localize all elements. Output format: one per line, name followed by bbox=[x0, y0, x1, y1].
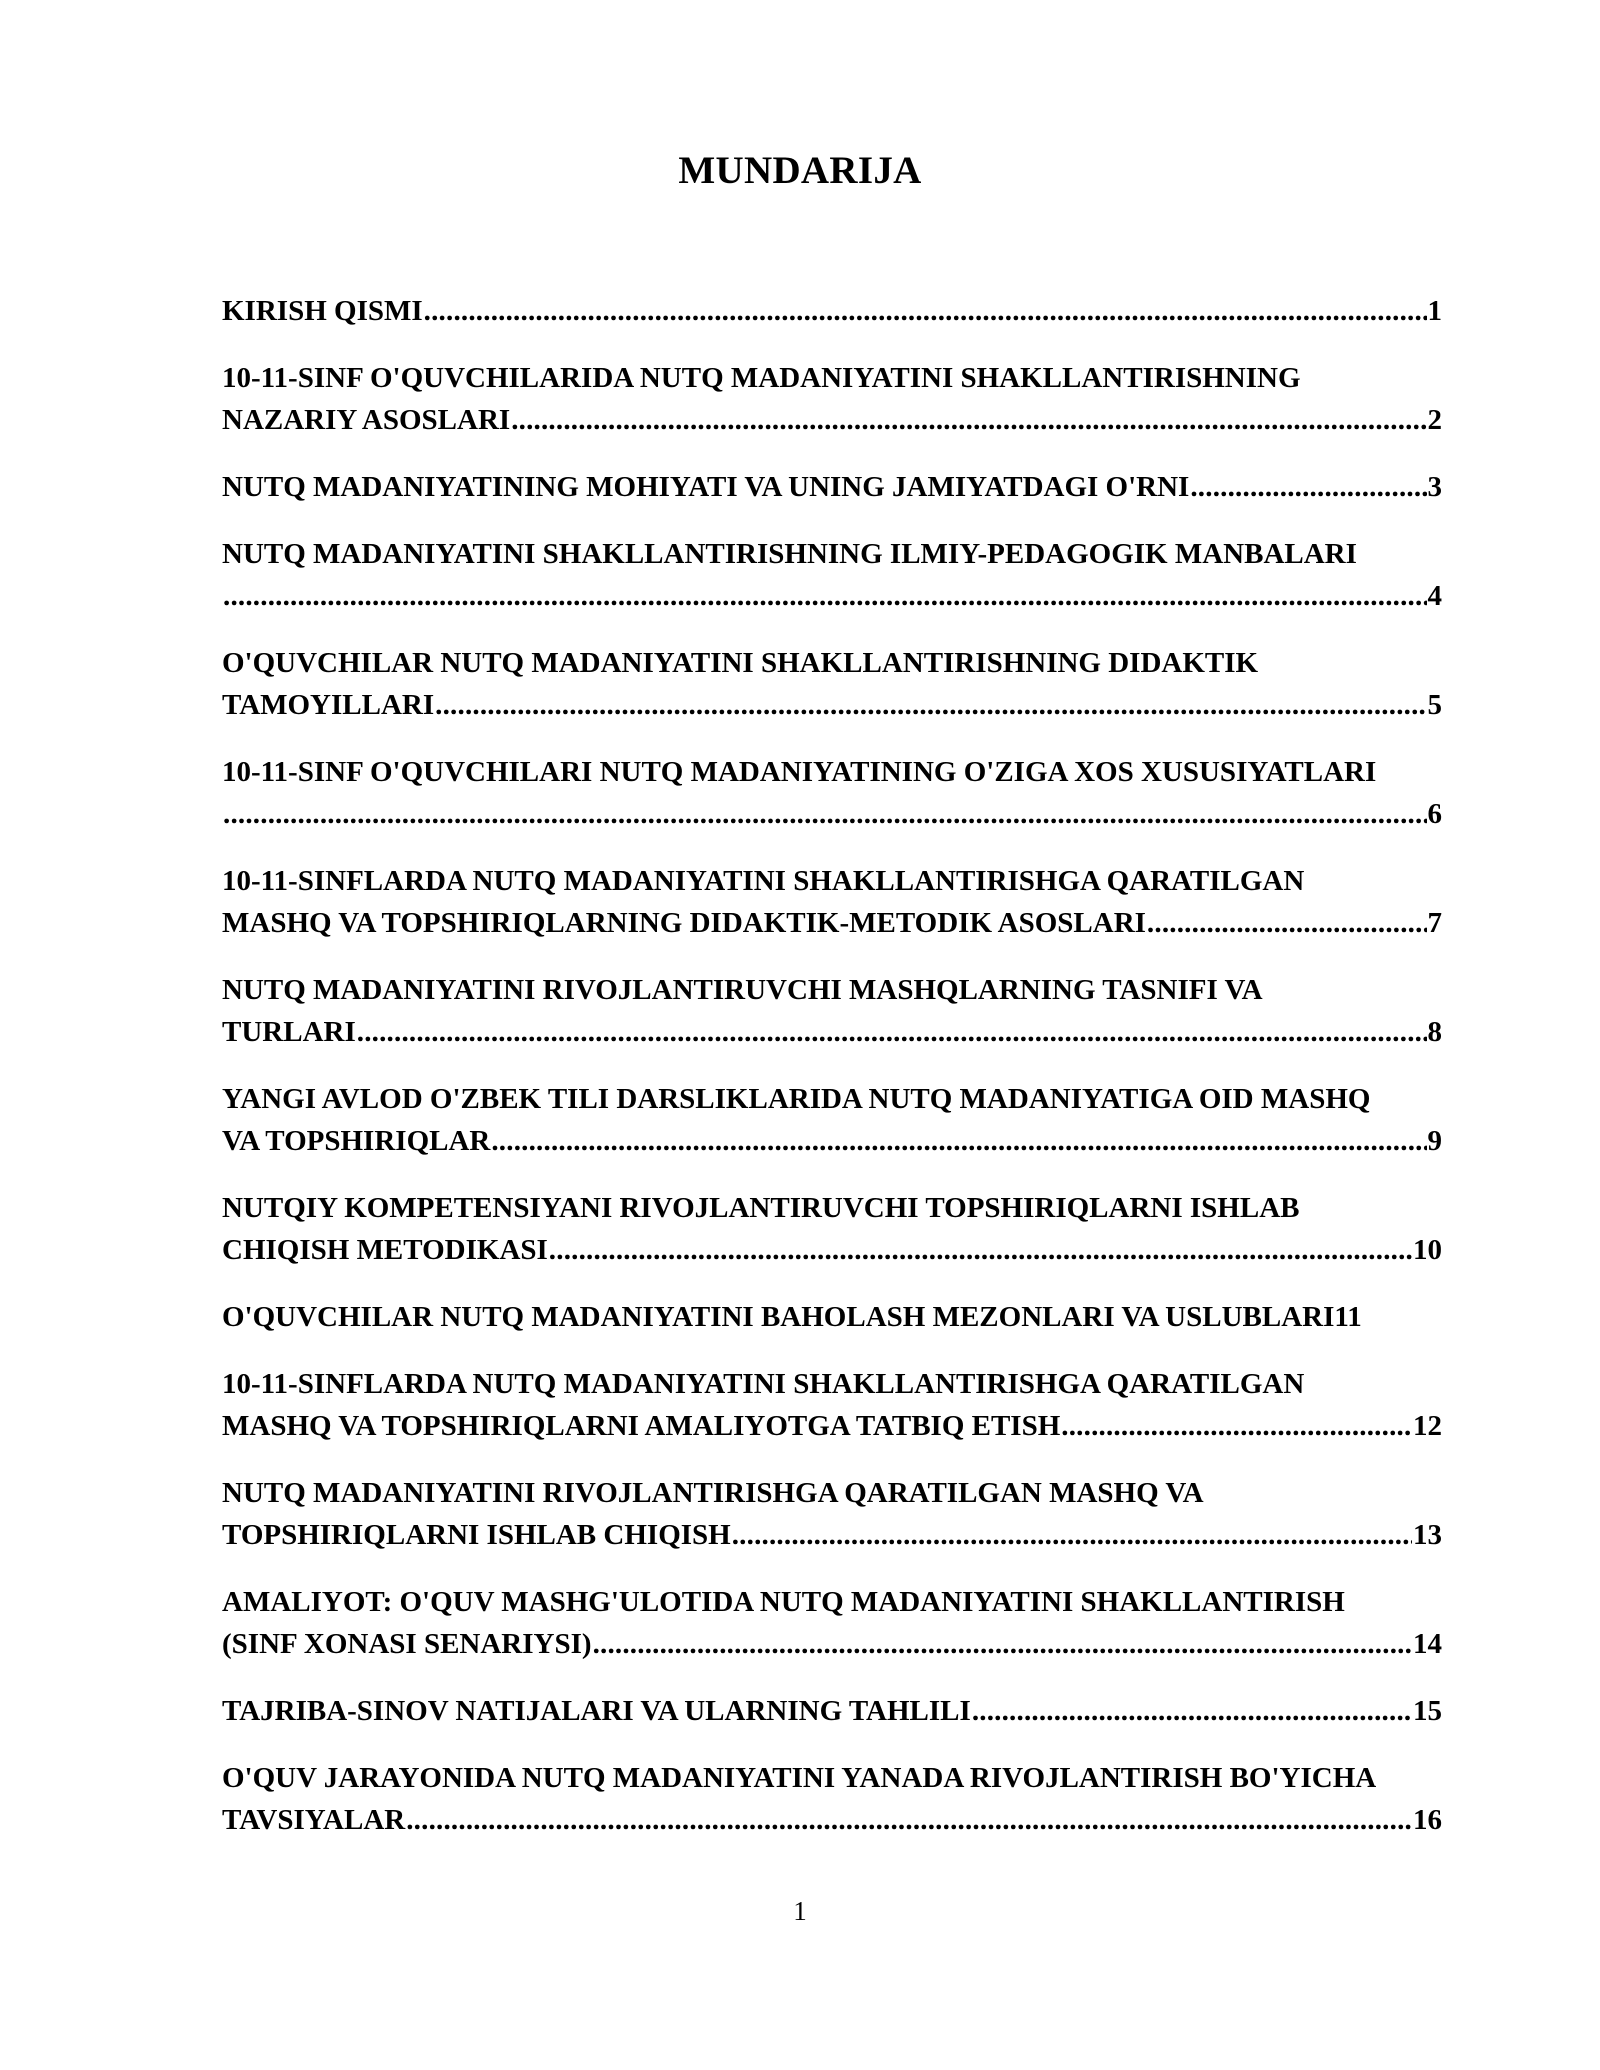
toc-entry-title-line2: TURLARI bbox=[222, 1016, 356, 1048]
toc-entry-title-line2: TAMOYILLARI bbox=[222, 689, 435, 721]
toc-page-number: 14 bbox=[1413, 1628, 1442, 1660]
toc-entry-title-line2: CHIQISH METODIKASI bbox=[222, 1234, 548, 1266]
toc-entry-amaliyotga-tatbiq[interactable] bbox=[222, 1363, 1442, 1447]
toc-entry-title-line1: 10-11-SINF O'QUVCHILARI NUTQ MADANIYATINING O'ZIGA XOS XUSUSIYATLARI bbox=[222, 756, 1377, 788]
toc-page-number: 7 bbox=[1427, 907, 1442, 939]
toc-entry-ishlab-chiqish[interactable] bbox=[222, 1472, 1442, 1556]
dot-leader bbox=[223, 793, 1427, 835]
toc-entry-baholash-mezonlari[interactable] bbox=[222, 1296, 1442, 1338]
toc-entry-title-line1: 10-11-SINFLARDA NUTQ MADANIYATINI SHAKLLANTIRISHGA QARATILGAN bbox=[222, 1368, 1305, 1400]
toc-page-number: 4 bbox=[1427, 580, 1442, 612]
toc-entry-title-line2: VA TOPSHIRIQLAR bbox=[222, 1125, 491, 1157]
toc-entry-nazariy-asoslari[interactable] bbox=[222, 357, 1442, 441]
toc-entry-title: KIRISH QISMI bbox=[222, 295, 423, 327]
toc-entry-title-line1: YANGI AVLOD O'ZBEK TILI DARSLIKLARIDA NUTQ MADANIYATIGA OID MASHQ bbox=[222, 1083, 1371, 1115]
toc-page-number: 5 bbox=[1427, 689, 1442, 721]
toc-entry-title-line2: MASHQ VA TOPSHIRIQLARNI AMALIYOTGA TATBIQ ETISH bbox=[222, 1410, 1061, 1442]
toc-page-number: 6 bbox=[1427, 798, 1442, 830]
table-of-contents bbox=[222, 290, 1442, 1866]
toc-entry-title: NUTQ MADANIYATINING MOHIYATI VA UNING JAMIYATDAGI O'RNI bbox=[222, 471, 1190, 503]
toc-entry-title-line1: O'QUV JARAYONIDA NUTQ MADANIYATINI YANADA RIVOJLANTIRISH BO'YICHA bbox=[222, 1762, 1377, 1794]
toc-entry-title-line1: O'QUVCHILAR NUTQ MADANIYATINI SHAKLLANTIRISHNING DIDAKTIK bbox=[222, 647, 1259, 679]
toc-entry-title-line2: (SINF XONASI SENARIYSI) bbox=[222, 1628, 592, 1660]
toc-page-number: 1 bbox=[1427, 295, 1442, 327]
dot-leader bbox=[223, 575, 1427, 617]
toc-entry-title-line2: NAZARIY ASOSLARI bbox=[222, 404, 511, 436]
toc-entry-oziga-xos-xususiyatlari[interactable] bbox=[222, 751, 1442, 835]
dot-leader bbox=[1147, 902, 1427, 944]
toc-entry-yangi-avlod-darsliklari[interactable] bbox=[222, 1078, 1442, 1162]
dot-leader bbox=[1190, 466, 1426, 508]
toc-entry-tajriba-sinov[interactable] bbox=[222, 1690, 1442, 1732]
toc-entry-title: O'QUVCHILAR NUTQ MADANIYATINI BAHOLASH MEZONLARI VA USLUBLARI11 bbox=[222, 1301, 1362, 1333]
toc-page-number: 8 bbox=[1427, 1016, 1442, 1048]
dot-leader bbox=[424, 290, 1427, 332]
toc-entry-title-line1: NUTQ MADANIYATINI SHAKLLANTIRISHNING ILMIY-PEDAGOGIK MANBALARI bbox=[222, 538, 1357, 570]
dot-leader bbox=[511, 399, 1426, 441]
toc-entry-tasnifi-va-turlari[interactable] bbox=[222, 969, 1442, 1053]
dot-leader bbox=[1061, 1405, 1412, 1447]
toc-entry-nutqiy-kompetensiya[interactable] bbox=[222, 1187, 1442, 1271]
toc-entry-title-line2: TAVSIYALAR bbox=[222, 1804, 406, 1836]
toc-entry-nutq-madaniyatining-mohiyati[interactable] bbox=[222, 466, 1442, 508]
toc-page-number: 12 bbox=[1413, 1410, 1442, 1442]
page-title: MUNDARIJA bbox=[678, 149, 922, 192]
dot-leader bbox=[491, 1120, 1426, 1162]
dot-leader bbox=[435, 684, 1426, 726]
toc-entry-title-line1: NUTQ MADANIYATINI RIVOJLANTIRUVCHI MASHQLARNING TASNIFI VA bbox=[222, 974, 1263, 1006]
toc-entry-title-line1: 10-11-SINFLARDA NUTQ MADANIYATINI SHAKLLANTIRISHGA QARATILGAN bbox=[222, 865, 1305, 897]
toc-page-number: 13 bbox=[1413, 1519, 1442, 1551]
dot-leader bbox=[357, 1011, 1427, 1053]
toc-page-number: 10 bbox=[1413, 1234, 1442, 1266]
page-footer-number: 1 bbox=[793, 1896, 807, 1926]
dot-leader bbox=[406, 1799, 1412, 1841]
toc-entry-tavsiyalar[interactable] bbox=[222, 1757, 1442, 1841]
toc-entry-title: TAJRIBA-SINOV NATIJALARI VA ULARNING TAHLILI bbox=[222, 1695, 971, 1727]
toc-entry-kirish-qismi[interactable] bbox=[222, 290, 1442, 332]
toc-entry-title-line2: TOPSHIRIQLARNI ISHLAB CHIQISH bbox=[222, 1519, 731, 1551]
toc-entry-title-line1: NUTQ MADANIYATINI RIVOJLANTIRISHGA QARATILGAN MASHQ VA bbox=[222, 1477, 1204, 1509]
toc-entry-title-line1: NUTQIY KOMPETENSIYANI RIVOJLANTIRUVCHI TOPSHIRIQLARNI ISHLAB bbox=[222, 1192, 1300, 1224]
dot-leader bbox=[593, 1623, 1412, 1665]
dot-leader bbox=[549, 1229, 1412, 1271]
toc-entry-title-line1: 10-11-SINF O'QUVCHILARIDA NUTQ MADANIYATINI SHAKLLANTIRISHNING bbox=[222, 362, 1301, 394]
toc-page-number: 16 bbox=[1413, 1804, 1442, 1836]
toc-page-number: 2 bbox=[1427, 404, 1442, 436]
dot-leader bbox=[972, 1690, 1412, 1732]
dot-leader bbox=[732, 1514, 1412, 1556]
toc-entry-didaktik-tamoyillari[interactable] bbox=[222, 642, 1442, 726]
toc-entry-title-line2: MASHQ VA TOPSHIRIQLARNING DIDAKTIK-METODIK ASOSLARI bbox=[222, 907, 1146, 939]
toc-entry-amaliyot-senariy[interactable] bbox=[222, 1581, 1442, 1665]
toc-entry-didaktik-metodik-asoslari[interactable] bbox=[222, 860, 1442, 944]
toc-page-number: 15 bbox=[1413, 1695, 1442, 1727]
toc-page-number: 3 bbox=[1427, 471, 1442, 503]
toc-entry-ilmiy-pedagogik-manbalari[interactable] bbox=[222, 533, 1442, 617]
toc-page-number: 9 bbox=[1427, 1125, 1442, 1157]
toc-entry-title-line1: AMALIYOT: O'QUV MASHG'ULOTIDA NUTQ MADANIYATINI SHAKLLANTIRISH bbox=[222, 1586, 1345, 1618]
